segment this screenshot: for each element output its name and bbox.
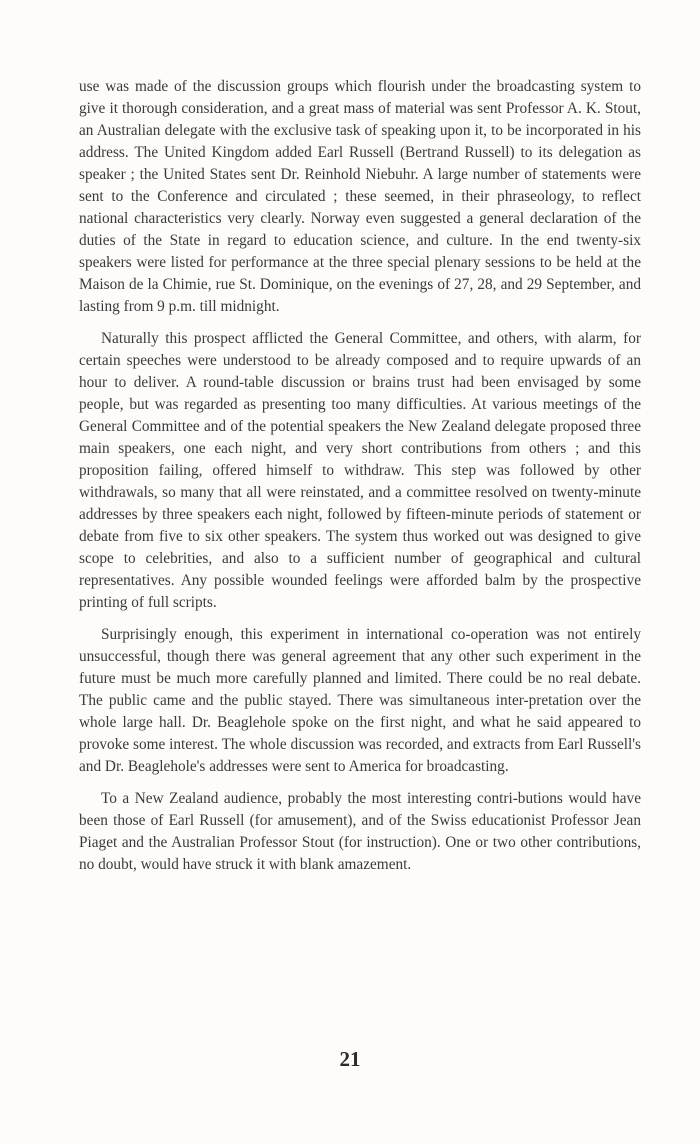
paragraph-3: Surprisingly enough, this experiment in international co-operation was not entirely unsuccessful, though there was general agreement that any other such experiment in the future must be much more carefully planned and limited. There could be no real debate. The public came and the public stayed. There was simultaneous inter-pretation over the whole large hall. Dr. Beaglehole spoke on the first night, and what he said appeared to provoke some interest. The whole discussion was recorded, and extracts from Earl Russell's and Dr. Beaglehole's addresses were sent to America for broadcasting. xyxy=(79,626,641,775)
page-number: 21 xyxy=(339,1047,361,1071)
paragraph-1: use was made of the discussion groups which flourish under the broadcasting system to give it thorough consideration, and a great mass of material was sent Professor A. K. Stout, an Australian delegate with the exclusive task of speaking upon it, to be incorporated in his address. The United Kingdom added Earl Russell (Bertrand Russell) to its delegation as speaker ; the United States sent Dr. Reinhold Niebuhr. A large number of statements were sent to the Conference and circulated ; these seemed, in their phraseology, to reflect national characteristics very clearly. Norway even suggested a general declaration of the duties of the State in regard to education science, and culture. In the end twenty-six speakers were listed for performance at the three special plenary sessions to be held at the Maison de la Chimie, rue St. Dominique, on the evenings of 27, 28, and 29 September, and lasting from 9 p.m. till midnight. xyxy=(79,78,641,315)
paragraph-4: To a New Zealand audience, probably the most interesting contri-butions would have been those of Earl Russell (for amusement), and of the Swiss educationist Professor Jean Piaget and the Australian Professor Stout (for instruction). One or two other contributions, no doubt, would have struck it with blank amazement. xyxy=(79,790,641,873)
paragraph-2: Naturally this prospect afflicted the General Committee, and others, with alarm, for certain speeches were understood to be already composed and to require upwards of an hour to deliver. A round-table discussion or brains trust had been envisaged by some people, but was regarded as presenting too many difficulties. At various meetings of the General Committee and of the potential speakers the New Zealand delegate proposed three main speakers, one each night, and very short contributions from others ; and this proposition failing, offered himself to withdraw. This step was followed by other withdrawals, so many that all were reinstated, and a committee resolved on twenty-minute addresses by three speakers each night, followed by fifteen-minute periods of statement or debate from five to six other speakers. The system thus worked out was designed to give scope to celebrities, and also to a sufficient number of geographical and cultural representatives. Any possible wounded feelings were afforded balm by the prospective printing of full scripts. xyxy=(79,330,641,611)
page-body xyxy=(79,76,641,886)
